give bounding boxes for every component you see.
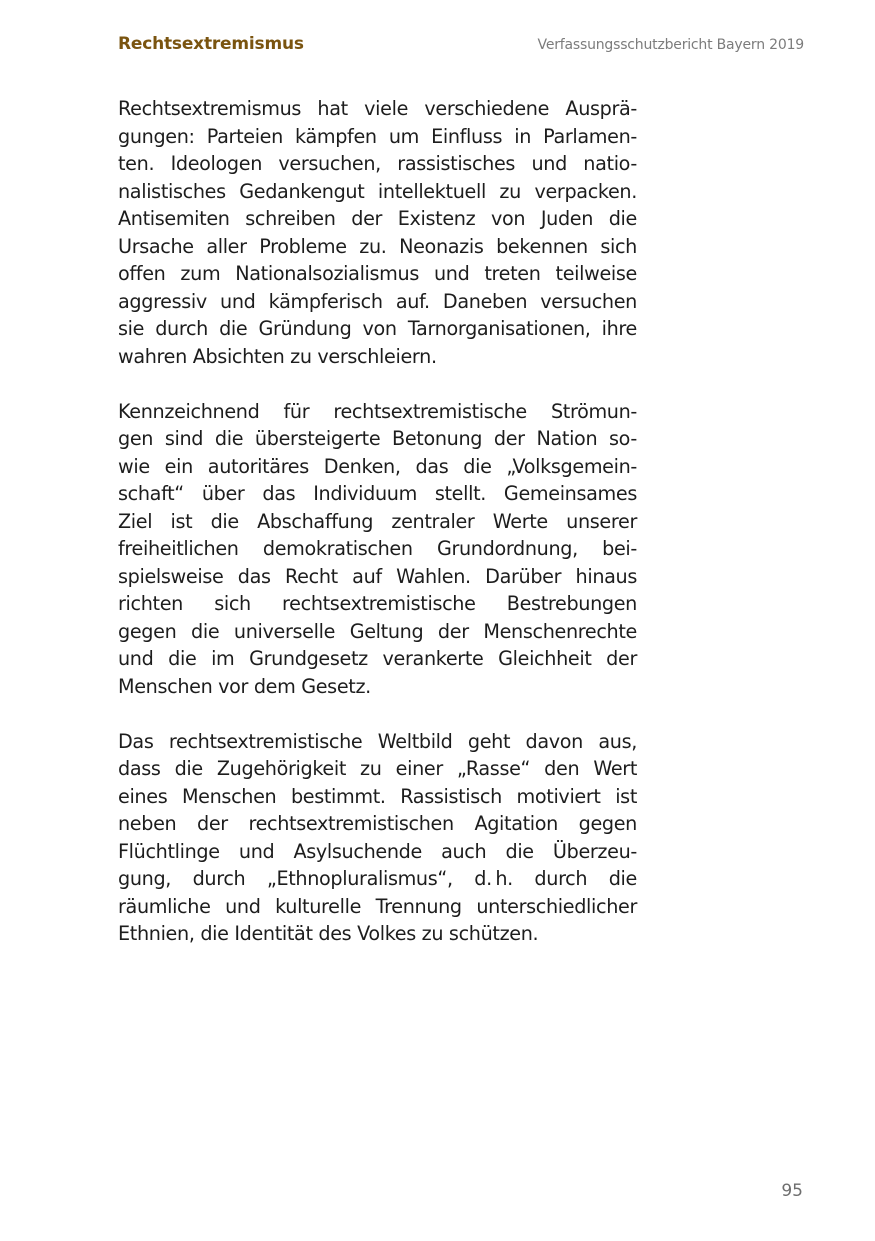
page-number: 95 bbox=[781, 1181, 803, 1201]
text-line: Ethnien, die Identität des Volkes zu schützen. bbox=[118, 922, 539, 945]
paragraph bbox=[118, 398, 637, 701]
text-line: nalistisches Gedankengut intellektuell zu verpacken. bbox=[118, 179, 637, 203]
text-line: gegen die universelle Geltung der Menschenrechte bbox=[118, 619, 637, 643]
text-line: Rechtsextremismus hat viele verschiedene Ausprä- bbox=[118, 97, 637, 120]
text-line: neben der rechtsextremistischen Agitation gegen bbox=[118, 812, 637, 835]
report-title: Verfassungsschutzbericht Bayern 2019 bbox=[537, 37, 804, 53]
text-line: dass die Zugehörigkeit zu einer „Rasse“ den Wert bbox=[118, 757, 637, 780]
text-line: Flüchtlinge und Asylsuchende auch die Überzeu- bbox=[118, 839, 637, 863]
text-line: gungen: Parteien kämpfen um Einfluss in Parlamen- bbox=[118, 124, 637, 148]
text-line: und die im Grundgesetz verankerte Gleichheit der bbox=[118, 647, 637, 670]
text-line: wahren Absichten zu verschleiern. bbox=[118, 344, 437, 368]
text-line: schaft“ über das Individuum stellt. Gemeinsames bbox=[118, 482, 637, 505]
body-text bbox=[118, 95, 637, 975]
text-line: eines Menschen bestimmt. Rassistisch motiviert ist bbox=[118, 784, 637, 808]
text-line: Menschen vor dem Gesetz. bbox=[118, 674, 371, 698]
text-line: räumliche und kulturelle Trennung unterschiedlicher bbox=[118, 894, 637, 918]
text-line: sie durch die Gründung von Tarnorganisationen, ihre bbox=[118, 317, 637, 340]
text-line: richten sich rechtsextremistische Bestrebungen bbox=[118, 592, 637, 615]
paragraph bbox=[118, 728, 637, 948]
text-line: wie ein autoritäres Denken, das die „Volksgemein- bbox=[118, 454, 637, 478]
text-line: Das rechtsextremistische Weltbild geht davon aus, bbox=[118, 729, 637, 753]
paragraph bbox=[118, 95, 637, 370]
text-line: gung, durch „Ethnopluralismus“, d. h. durch die bbox=[118, 867, 637, 890]
text-line: freiheitlichen demokratischen Grundordnung, bei- bbox=[118, 537, 637, 560]
text-line: spielsweise das Recht auf Wahlen. Darüber hinaus bbox=[118, 564, 637, 588]
text-line: gen sind die übersteigerte Betonung der Nation so- bbox=[118, 427, 637, 450]
text-line: Antisemiten schreiben der Existenz von Juden die bbox=[118, 207, 637, 230]
text-line: Kennzeichnend für rechtsextremistische Strömun- bbox=[118, 399, 637, 423]
text-line: Ziel ist die Abschaffung zentraler Werte unserer bbox=[118, 509, 637, 533]
text-line: ten. Ideologen versuchen, rassistisches und natio- bbox=[118, 152, 637, 175]
text-line: Ursache aller Probleme zu. Neonazis bekennen sich bbox=[118, 234, 637, 258]
section-title: Rechtsextremismus bbox=[118, 34, 304, 54]
text-line: aggressiv und kämpferisch auf. Daneben versuchen bbox=[118, 289, 637, 313]
text-line: offen zum Nationalsozialismus und treten teilweise bbox=[118, 262, 637, 285]
